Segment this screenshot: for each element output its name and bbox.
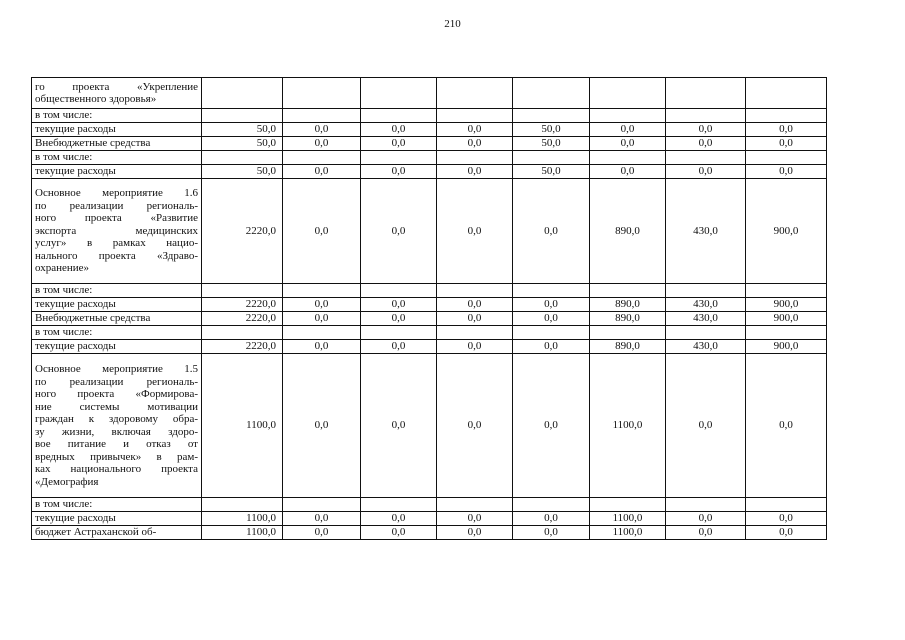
value-cell	[590, 109, 666, 123]
row-label: текущие расходы	[32, 512, 202, 526]
value-cell: 0,0	[361, 137, 437, 151]
table-row	[32, 298, 827, 312]
value-cell	[361, 284, 437, 298]
value-cell: 900,0	[746, 340, 827, 354]
value-cell: 0,0	[666, 137, 746, 151]
row-label-line: общественного здоровья»	[35, 93, 157, 105]
row-label: в том числе:	[32, 498, 202, 512]
table-row	[32, 526, 827, 540]
value-cell: 0,0	[666, 165, 746, 179]
value-cell: 1100,0	[202, 354, 283, 498]
value-cell: 0,0	[283, 312, 361, 326]
value-cell: 900,0	[746, 312, 827, 326]
table-row	[32, 165, 827, 179]
table-row	[32, 137, 827, 151]
value-cell: 0,0	[746, 123, 827, 137]
value-cell: 0,0	[513, 179, 590, 284]
value-cell: 0,0	[666, 526, 746, 540]
row-label-line: граждан к здоровому обра-	[35, 413, 198, 425]
row-label-line: экспорта медицинских	[35, 224, 198, 237]
value-cell: 50,0	[513, 165, 590, 179]
value-cell: 0,0	[361, 179, 437, 284]
value-cell: 0,0	[437, 298, 513, 312]
value-cell: 0,0	[361, 298, 437, 312]
row-label-line: Основное мероприятие 1.6	[35, 187, 198, 200]
row-label: в том числе:	[32, 284, 202, 298]
value-cell	[746, 326, 827, 340]
row-label: Внебюджетные средства	[32, 137, 202, 151]
value-cell	[202, 151, 283, 165]
value-cell: 2220,0	[202, 312, 283, 326]
value-cell: 900,0	[746, 298, 827, 312]
value-cell	[202, 109, 283, 123]
value-cell	[746, 151, 827, 165]
value-cell: 50,0	[202, 137, 283, 151]
value-cell: 0,0	[746, 137, 827, 151]
value-cell: 50,0	[202, 165, 283, 179]
value-cell	[666, 498, 746, 512]
value-cell: 50,0	[513, 123, 590, 137]
value-cell: 0,0	[283, 354, 361, 498]
value-cell: 0,0	[283, 179, 361, 284]
value-cell	[666, 78, 746, 109]
table-row	[32, 123, 827, 137]
value-cell: 0,0	[283, 123, 361, 137]
table-row	[32, 326, 827, 340]
value-cell	[746, 78, 827, 109]
value-cell	[283, 78, 361, 109]
value-cell: 50,0	[202, 123, 283, 137]
row-label: текущие расходы	[32, 165, 202, 179]
value-cell: 0,0	[437, 340, 513, 354]
value-cell: 0,0	[283, 137, 361, 151]
value-cell	[513, 78, 590, 109]
row-label: в том числе:	[32, 326, 202, 340]
value-cell	[361, 151, 437, 165]
value-cell: 0,0	[361, 512, 437, 526]
value-cell	[202, 284, 283, 298]
row-label-line: го проекта «Укрепление	[35, 80, 198, 93]
value-cell	[437, 498, 513, 512]
value-cell: 0,0	[437, 165, 513, 179]
value-cell: 890,0	[590, 179, 666, 284]
value-cell: 0,0	[437, 354, 513, 498]
value-cell	[746, 109, 827, 123]
table-row	[32, 512, 827, 526]
table-row	[32, 354, 827, 498]
value-cell: 2220,0	[202, 340, 283, 354]
value-cell	[361, 326, 437, 340]
value-cell	[361, 109, 437, 123]
value-cell: 0,0	[283, 512, 361, 526]
row-label: текущие расходы	[32, 298, 202, 312]
value-cell	[666, 109, 746, 123]
row-label	[32, 354, 202, 498]
value-cell: 0,0	[361, 526, 437, 540]
row-label: Внебюджетные средства	[32, 312, 202, 326]
row-label-line: «Демография	[35, 475, 99, 488]
row-label	[32, 78, 202, 109]
value-cell: 0,0	[590, 165, 666, 179]
value-cell	[513, 326, 590, 340]
value-cell: 0,0	[361, 312, 437, 326]
row-label: в том числе:	[32, 109, 202, 123]
value-cell: 0,0	[590, 137, 666, 151]
row-label: текущие расходы	[32, 123, 202, 137]
value-cell: 1100,0	[590, 512, 666, 526]
row-label-line: вое питание и отказ от	[35, 438, 198, 450]
value-cell	[283, 326, 361, 340]
value-cell: 0,0	[437, 137, 513, 151]
value-cell	[361, 78, 437, 109]
value-cell: 1100,0	[590, 526, 666, 540]
row-label: бюджет Астраханской об-	[32, 526, 202, 540]
value-cell	[666, 284, 746, 298]
row-label-line: Основное мероприятие 1.5	[35, 363, 198, 375]
page-number: 210	[444, 18, 461, 30]
value-cell: 0,0	[513, 526, 590, 540]
row-label-line: ние системы мотивации	[35, 400, 198, 413]
value-cell	[437, 78, 513, 109]
value-cell: 50,0	[513, 137, 590, 151]
row-label-line: по реализации региональ-	[35, 199, 198, 212]
value-cell	[283, 151, 361, 165]
value-cell: 430,0	[666, 298, 746, 312]
value-cell: 1100,0	[202, 512, 283, 526]
value-cell	[437, 284, 513, 298]
table-row	[32, 284, 827, 298]
row-label-line: зу жизни, включая здоро-	[35, 425, 198, 438]
value-cell: 900,0	[746, 179, 827, 284]
value-cell: 0,0	[361, 123, 437, 137]
value-cell	[513, 498, 590, 512]
value-cell: 0,0	[361, 340, 437, 354]
value-cell	[513, 109, 590, 123]
value-cell: 0,0	[361, 165, 437, 179]
value-cell: 0,0	[746, 354, 827, 498]
value-cell	[666, 151, 746, 165]
value-cell: 0,0	[590, 123, 666, 137]
value-cell: 0,0	[513, 298, 590, 312]
table-row	[32, 498, 827, 512]
table-row	[32, 312, 827, 326]
value-cell: 0,0	[437, 312, 513, 326]
value-cell: 890,0	[590, 312, 666, 326]
value-cell: 0,0	[437, 123, 513, 137]
value-cell: 0,0	[283, 526, 361, 540]
row-label-line: ного проекта «Развитие	[35, 212, 198, 225]
value-cell	[283, 109, 361, 123]
value-cell	[590, 326, 666, 340]
value-cell: 430,0	[666, 340, 746, 354]
value-cell: 0,0	[437, 526, 513, 540]
row-label-line: нального проекта «Здраво-	[35, 249, 198, 262]
value-cell	[513, 151, 590, 165]
value-cell	[590, 284, 666, 298]
row-label-line: охранение»	[35, 262, 90, 275]
value-cell	[590, 151, 666, 165]
value-cell: 430,0	[666, 179, 746, 284]
table-row	[32, 109, 827, 123]
value-cell	[590, 498, 666, 512]
value-cell	[202, 498, 283, 512]
value-cell: 1100,0	[590, 354, 666, 498]
value-cell: 430,0	[666, 312, 746, 326]
value-cell: 0,0	[746, 526, 827, 540]
value-cell: 0,0	[666, 354, 746, 498]
value-cell: 2220,0	[202, 298, 283, 312]
value-cell: 0,0	[283, 298, 361, 312]
value-cell	[202, 78, 283, 109]
value-cell: 0,0	[746, 512, 827, 526]
row-label-line: ного проекта «Формирова-	[35, 388, 198, 400]
value-cell	[437, 326, 513, 340]
value-cell: 2220,0	[202, 179, 283, 284]
value-cell	[746, 284, 827, 298]
value-cell: 0,0	[283, 165, 361, 179]
value-cell: 1100,0	[202, 526, 283, 540]
value-cell	[437, 151, 513, 165]
row-label	[32, 179, 202, 284]
value-cell	[590, 78, 666, 109]
value-cell: 0,0	[513, 512, 590, 526]
table-row	[32, 78, 827, 109]
row-label: текущие расходы	[32, 340, 202, 354]
value-cell	[513, 284, 590, 298]
row-label-line: ках национального проекта	[35, 463, 198, 475]
value-cell: 890,0	[590, 298, 666, 312]
row-label: в том числе:	[32, 151, 202, 165]
value-cell: 0,0	[361, 354, 437, 498]
value-cell: 0,0	[513, 312, 590, 326]
table-row	[32, 151, 827, 165]
value-cell: 890,0	[590, 340, 666, 354]
table-row	[32, 179, 827, 284]
value-cell: 0,0	[666, 123, 746, 137]
table-body	[32, 78, 827, 540]
row-label-line: вредных привычек» в рам-	[35, 450, 198, 463]
budget-table	[31, 77, 827, 540]
row-label-line: по реализации региональ-	[35, 375, 198, 388]
value-cell	[437, 109, 513, 123]
value-cell	[666, 326, 746, 340]
table-row	[32, 340, 827, 354]
value-cell: 0,0	[746, 165, 827, 179]
value-cell	[361, 498, 437, 512]
value-cell: 0,0	[666, 512, 746, 526]
value-cell: 0,0	[513, 340, 590, 354]
value-cell	[746, 498, 827, 512]
value-cell	[202, 326, 283, 340]
row-label-line: услуг» в рамках нацио-	[35, 237, 198, 250]
value-cell	[283, 284, 361, 298]
value-cell: 0,0	[513, 354, 590, 498]
value-cell: 0,0	[437, 179, 513, 284]
value-cell: 0,0	[437, 512, 513, 526]
value-cell: 0,0	[283, 340, 361, 354]
value-cell	[283, 498, 361, 512]
